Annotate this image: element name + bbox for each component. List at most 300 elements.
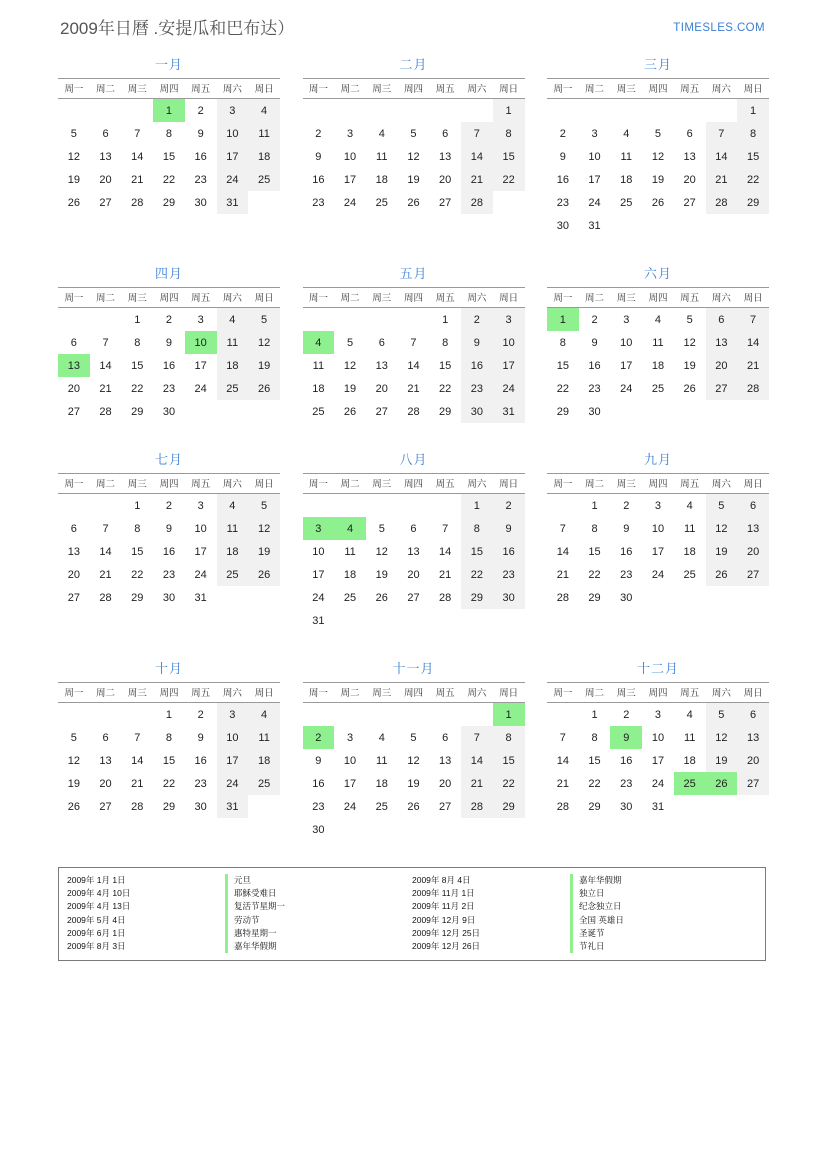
legend-holiday-name: 耶穌受难日 bbox=[225, 887, 412, 900]
day-cell: 19 bbox=[706, 749, 738, 772]
day-cell: 29 bbox=[493, 795, 525, 818]
day-cell: 21 bbox=[439, 568, 452, 581]
day-cell: 1 bbox=[493, 99, 525, 123]
day-cell-empty bbox=[429, 818, 461, 841]
day-cell: 3 bbox=[654, 708, 662, 721]
day-cell: 13 bbox=[737, 517, 769, 540]
day-cell: 26 bbox=[407, 800, 420, 813]
day-cell: 4 bbox=[686, 708, 693, 721]
day-cell-empty bbox=[737, 214, 769, 237]
day-cell: 21 bbox=[99, 382, 112, 395]
day-cell: 1 bbox=[591, 708, 598, 721]
day-cell-empty bbox=[737, 400, 769, 423]
day-cell: 30 bbox=[312, 823, 325, 836]
months-row bbox=[58, 658, 769, 841]
day-cell: 16 bbox=[461, 354, 493, 377]
day-cell: 3 bbox=[591, 127, 598, 140]
day-cell-empty bbox=[334, 703, 366, 727]
day-cell: 10 bbox=[493, 331, 525, 354]
day-cell: 13 bbox=[683, 150, 696, 163]
day-cell: 27 bbox=[737, 772, 769, 795]
day-cell: 16 bbox=[162, 359, 176, 372]
day-cell: 18 bbox=[343, 568, 357, 581]
day-cell: 15 bbox=[131, 359, 144, 372]
day-cell: 22 bbox=[162, 173, 176, 186]
day-cell: 20 bbox=[439, 173, 452, 186]
weekday-header: 周二 bbox=[585, 688, 605, 699]
weekday-header: 周三 bbox=[372, 293, 392, 304]
day-cell-empty bbox=[303, 308, 335, 332]
month-title: 六月 bbox=[643, 266, 672, 281]
month-block bbox=[303, 658, 525, 841]
day-cell: 29 bbox=[588, 591, 601, 604]
weekday-header: 周四 bbox=[159, 688, 179, 699]
day-cell-holiday: 26 bbox=[706, 772, 738, 795]
day-cell: 18 bbox=[248, 749, 280, 772]
day-cell: 15 bbox=[162, 150, 176, 163]
day-cell: 30 bbox=[556, 219, 569, 232]
day-cell: 23 bbox=[461, 377, 493, 400]
day-cell: 16 bbox=[312, 173, 325, 186]
legend-holiday-name: 元旦 bbox=[225, 874, 412, 887]
day-cell: 26 bbox=[407, 196, 420, 209]
day-cell: 28 bbox=[737, 377, 769, 400]
legend-date: 2009年 11月 1日 bbox=[412, 888, 475, 899]
day-cell-empty bbox=[674, 99, 706, 123]
day-cell: 3 bbox=[197, 313, 204, 326]
day-cell: 26 bbox=[248, 563, 280, 586]
weekday-header: 周二 bbox=[340, 293, 360, 304]
day-cell: 18 bbox=[651, 359, 665, 372]
day-cell: 10 bbox=[651, 731, 665, 744]
day-cell: 20 bbox=[67, 568, 80, 581]
day-cell-empty bbox=[610, 99, 642, 123]
week-row bbox=[547, 726, 769, 749]
day-cell: 19 bbox=[67, 173, 80, 186]
day-cell: 27 bbox=[375, 405, 388, 418]
day-cell: 28 bbox=[706, 191, 738, 214]
day-cell: 25 bbox=[217, 563, 249, 586]
day-cell-empty bbox=[461, 703, 493, 727]
day-cell: 11 bbox=[217, 517, 249, 540]
weekday-header: 周一 bbox=[308, 479, 328, 490]
day-cell-empty bbox=[493, 191, 525, 214]
week-row bbox=[58, 517, 280, 540]
day-cell: 2 bbox=[623, 708, 630, 721]
day-cell: 6 bbox=[70, 336, 77, 349]
day-cell-holiday: 9 bbox=[610, 726, 642, 749]
weekday-header: 周一 bbox=[553, 479, 573, 490]
weekday-header: 周二 bbox=[340, 479, 360, 490]
day-cell: 6 bbox=[410, 522, 417, 535]
month-table bbox=[547, 682, 769, 818]
day-cell: 20 bbox=[67, 382, 80, 395]
legend-holiday-name: 纪念独立日 bbox=[570, 900, 757, 913]
week-row bbox=[547, 517, 769, 540]
day-cell: 5 bbox=[346, 336, 354, 349]
week-row bbox=[303, 331, 525, 354]
day-cell: 24 bbox=[588, 196, 601, 209]
month-table bbox=[547, 78, 769, 237]
day-cell: 21 bbox=[407, 382, 420, 395]
day-cell: 1 bbox=[442, 313, 449, 326]
day-cell-holiday: 3 bbox=[303, 517, 335, 540]
day-cell-empty bbox=[58, 494, 90, 518]
weekday-header: 周五 bbox=[435, 293, 455, 304]
week-row bbox=[303, 540, 525, 563]
day-cell-empty bbox=[217, 400, 249, 423]
weekday-header: 周二 bbox=[96, 293, 116, 304]
week-row bbox=[58, 168, 280, 191]
day-cell: 7 bbox=[559, 731, 566, 744]
legend-date: 2009年 4月 10日 bbox=[67, 888, 131, 899]
day-cell: 10 bbox=[194, 522, 207, 535]
day-cell: 21 bbox=[131, 173, 144, 186]
day-cell: 30 bbox=[620, 591, 633, 604]
day-cell: 28 bbox=[407, 405, 420, 418]
day-cell-empty bbox=[90, 703, 122, 727]
month-title: 十月 bbox=[154, 661, 183, 676]
day-cell-empty bbox=[706, 400, 738, 423]
day-cell: 1 bbox=[591, 499, 598, 512]
weekday-header: 周二 bbox=[96, 688, 116, 699]
day-cell: 20 bbox=[407, 568, 420, 581]
legend-date: 2009年 4月 13日 bbox=[67, 901, 131, 912]
day-cell: 6 bbox=[706, 308, 738, 332]
day-cell: 20 bbox=[683, 173, 696, 186]
day-cell: 17 bbox=[194, 545, 207, 558]
day-cell: 22 bbox=[131, 568, 144, 581]
day-cell: 25 bbox=[343, 591, 357, 604]
day-cell: 26 bbox=[248, 377, 280, 400]
week-row bbox=[303, 168, 525, 191]
month-table bbox=[303, 473, 525, 632]
legend-date: 2009年 12月 26日 bbox=[412, 941, 481, 952]
weekday-header: 周二 bbox=[96, 479, 116, 490]
day-cell: 12 bbox=[248, 517, 280, 540]
day-cell: 2 bbox=[623, 499, 630, 512]
day-cell: 20 bbox=[375, 382, 388, 395]
weekday-header: 周五 bbox=[680, 293, 700, 304]
weekday-header: 周一 bbox=[553, 84, 573, 95]
day-cell: 25 bbox=[375, 800, 388, 813]
weekday-header: 周四 bbox=[159, 479, 179, 490]
weekday-header: 周六 bbox=[711, 84, 731, 95]
weekday-header: 周日 bbox=[499, 84, 519, 95]
day-cell: 11 bbox=[652, 336, 664, 349]
day-cell: 20 bbox=[99, 173, 112, 186]
weekday-header: 周二 bbox=[340, 84, 360, 95]
day-cell: 8 bbox=[737, 122, 769, 145]
week-row bbox=[58, 377, 280, 400]
day-cell: 19 bbox=[407, 173, 420, 186]
weekday-header: 周日 bbox=[254, 479, 274, 490]
day-cell: 5 bbox=[410, 127, 417, 140]
day-cell: 3 bbox=[197, 499, 204, 512]
weekday-header: 周六 bbox=[711, 479, 731, 490]
day-cell-empty bbox=[334, 99, 366, 123]
day-cell: 11 bbox=[376, 754, 388, 767]
day-cell-empty bbox=[366, 99, 398, 123]
day-cell: 27 bbox=[67, 591, 80, 604]
day-cell: 7 bbox=[134, 127, 141, 140]
day-cell: 24 bbox=[194, 568, 207, 581]
day-cell: 30 bbox=[493, 586, 525, 609]
week-row bbox=[303, 99, 525, 123]
day-cell: 30 bbox=[194, 800, 207, 813]
day-cell: 30 bbox=[194, 196, 207, 209]
day-cell: 13 bbox=[99, 754, 112, 767]
day-cell: 14 bbox=[407, 359, 420, 372]
day-cell: 7 bbox=[102, 336, 109, 349]
day-cell: 15 bbox=[556, 359, 569, 372]
day-cell: 12 bbox=[407, 150, 420, 163]
day-cell: 14 bbox=[706, 145, 738, 168]
day-cell: 1 bbox=[737, 99, 769, 123]
day-cell: 14 bbox=[99, 359, 112, 372]
day-cell: 15 bbox=[162, 754, 176, 767]
day-cell: 21 bbox=[461, 772, 493, 795]
day-cell: 5 bbox=[706, 703, 738, 727]
day-cell: 25 bbox=[620, 196, 633, 209]
day-cell: 24 bbox=[651, 568, 665, 581]
day-cell: 31 bbox=[651, 800, 665, 813]
day-cell: 3 bbox=[654, 499, 662, 512]
day-cell: 18 bbox=[375, 173, 388, 186]
weekday-header: 周日 bbox=[499, 479, 519, 490]
day-cell: 26 bbox=[343, 405, 357, 418]
day-cell: 10 bbox=[343, 754, 357, 767]
day-cell-empty bbox=[366, 703, 398, 727]
month-title: 三月 bbox=[643, 57, 672, 72]
day-cell: 7 bbox=[102, 522, 109, 535]
month-block bbox=[547, 449, 769, 632]
month-table bbox=[58, 287, 280, 423]
day-cell: 16 bbox=[493, 540, 525, 563]
day-cell: 9 bbox=[315, 150, 322, 163]
day-cell: 24 bbox=[493, 377, 525, 400]
day-cell: 11 bbox=[376, 150, 388, 163]
day-cell: 18 bbox=[375, 777, 388, 790]
day-cell: 6 bbox=[102, 127, 109, 140]
day-cell: 13 bbox=[439, 754, 452, 767]
day-cell: 6 bbox=[102, 731, 109, 744]
weekday-header: 周三 bbox=[372, 688, 392, 699]
day-cell: 17 bbox=[651, 545, 665, 558]
week-row bbox=[303, 749, 525, 772]
weekday-header: 周一 bbox=[308, 688, 328, 699]
weekday-header: 周三 bbox=[616, 688, 636, 699]
day-cell: 26 bbox=[375, 591, 388, 604]
week-row bbox=[303, 191, 525, 214]
day-cell: 2 bbox=[315, 127, 322, 140]
week-row bbox=[58, 331, 280, 354]
day-cell: 4 bbox=[378, 731, 385, 744]
day-cell: 4 bbox=[248, 99, 280, 123]
weekday-header: 周一 bbox=[64, 479, 84, 490]
weekday-header-row bbox=[58, 288, 280, 308]
months-row bbox=[58, 263, 769, 423]
weekday-header-row bbox=[547, 474, 769, 494]
day-cell: 28 bbox=[439, 591, 452, 604]
weekday-header: 周一 bbox=[308, 84, 328, 95]
day-cell: 27 bbox=[683, 196, 696, 209]
day-cell: 17 bbox=[343, 777, 357, 790]
week-row bbox=[303, 377, 525, 400]
day-cell-empty bbox=[610, 214, 642, 237]
week-row bbox=[58, 122, 280, 145]
weekday-header: 周日 bbox=[743, 688, 763, 699]
day-cell: 6 bbox=[378, 336, 385, 349]
day-cell: 2 bbox=[197, 708, 204, 721]
weekday-header: 周五 bbox=[435, 688, 455, 699]
day-cell: 26 bbox=[67, 196, 80, 209]
day-cell: 12 bbox=[651, 150, 665, 163]
month-table bbox=[58, 78, 280, 214]
weekday-header: 周五 bbox=[191, 688, 211, 699]
day-cell-empty bbox=[429, 609, 461, 632]
day-cell: 17 bbox=[194, 359, 207, 372]
weekday-header: 周五 bbox=[435, 84, 455, 95]
day-cell: 14 bbox=[461, 749, 493, 772]
day-cell-empty bbox=[461, 609, 493, 632]
week-row bbox=[303, 609, 525, 632]
day-cell: 30 bbox=[620, 800, 633, 813]
day-cell: 31 bbox=[194, 591, 207, 604]
week-row bbox=[58, 772, 280, 795]
day-cell: 24 bbox=[217, 772, 249, 795]
weekday-header: 周三 bbox=[127, 479, 147, 490]
day-cell: 6 bbox=[737, 494, 769, 518]
day-cell: 20 bbox=[439, 777, 452, 790]
day-cell-holiday: 2 bbox=[303, 726, 335, 749]
day-cell: 11 bbox=[217, 331, 249, 354]
weekday-header: 周三 bbox=[616, 293, 636, 304]
day-cell: 12 bbox=[343, 359, 357, 372]
day-cell-empty bbox=[303, 99, 335, 123]
legend-names-left bbox=[217, 874, 412, 953]
day-cell: 28 bbox=[556, 591, 569, 604]
week-row bbox=[547, 795, 769, 818]
day-cell: 31 bbox=[217, 795, 249, 818]
week-row bbox=[58, 703, 280, 727]
week-row bbox=[547, 331, 769, 354]
weekday-header-row bbox=[547, 79, 769, 99]
day-cell: 5 bbox=[378, 522, 385, 535]
day-cell: 13 bbox=[706, 331, 738, 354]
day-cell-holiday: 1 bbox=[493, 703, 525, 727]
month-title: 七月 bbox=[154, 452, 183, 467]
day-cell-empty bbox=[303, 494, 335, 518]
day-cell: 8 bbox=[134, 522, 141, 535]
weekday-header: 周二 bbox=[340, 688, 360, 699]
weekday-header: 周四 bbox=[403, 84, 423, 95]
weekday-header: 周日 bbox=[743, 479, 763, 490]
day-cell: 27 bbox=[737, 563, 769, 586]
day-cell: 3 bbox=[493, 308, 525, 332]
weekday-header: 周五 bbox=[680, 688, 700, 699]
month-block bbox=[58, 54, 280, 237]
week-row bbox=[547, 168, 769, 191]
day-cell: 2 bbox=[197, 104, 204, 117]
day-cell: 9 bbox=[197, 127, 204, 140]
day-cell: 23 bbox=[588, 382, 601, 395]
day-cell-empty bbox=[493, 609, 525, 632]
day-cell: 3 bbox=[217, 703, 249, 727]
day-cell: 26 bbox=[706, 563, 738, 586]
day-cell: 29 bbox=[461, 586, 493, 609]
month-block bbox=[547, 658, 769, 841]
day-cell: 4 bbox=[378, 127, 385, 140]
week-row bbox=[547, 377, 769, 400]
day-cell: 15 bbox=[439, 359, 452, 372]
day-cell: 25 bbox=[683, 568, 696, 581]
day-cell: 15 bbox=[588, 545, 601, 558]
day-cell-empty bbox=[366, 818, 398, 841]
day-cell: 16 bbox=[194, 150, 207, 163]
day-cell: 19 bbox=[407, 777, 420, 790]
day-cell-empty bbox=[461, 99, 493, 123]
day-cell-empty bbox=[674, 795, 706, 818]
day-cell: 22 bbox=[131, 382, 144, 395]
day-cell-empty bbox=[398, 818, 430, 841]
week-row bbox=[303, 517, 525, 540]
day-cell: 23 bbox=[312, 800, 325, 813]
weekday-header: 周四 bbox=[648, 688, 668, 699]
day-cell: 18 bbox=[248, 145, 280, 168]
day-cell: 14 bbox=[131, 150, 144, 163]
day-cell: 22 bbox=[461, 563, 493, 586]
day-cell: 13 bbox=[407, 545, 420, 558]
week-row bbox=[303, 563, 525, 586]
weekday-header: 周二 bbox=[96, 84, 116, 95]
day-cell-empty bbox=[398, 494, 430, 518]
weekday-header: 周四 bbox=[403, 479, 423, 490]
day-cell: 7 bbox=[461, 122, 493, 145]
day-cell: 3 bbox=[346, 731, 354, 744]
day-cell: 21 bbox=[131, 777, 144, 790]
week-row bbox=[547, 772, 769, 795]
weekday-header: 周二 bbox=[585, 293, 605, 304]
day-cell: 25 bbox=[375, 196, 388, 209]
weekday-header: 周六 bbox=[467, 84, 487, 95]
week-row bbox=[58, 795, 280, 818]
weekday-header: 周三 bbox=[372, 479, 392, 490]
day-cell: 14 bbox=[556, 754, 569, 767]
day-cell: 26 bbox=[67, 800, 80, 813]
day-cell-empty bbox=[398, 99, 430, 123]
day-cell: 24 bbox=[651, 777, 665, 790]
week-row bbox=[547, 308, 769, 332]
weekday-header: 周二 bbox=[585, 479, 605, 490]
day-cell: 17 bbox=[493, 354, 525, 377]
day-cell-empty bbox=[90, 494, 122, 518]
week-row bbox=[303, 772, 525, 795]
day-cell: 11 bbox=[312, 359, 325, 372]
day-cell: 5 bbox=[248, 494, 280, 518]
day-cell: 29 bbox=[131, 405, 144, 418]
day-cell: 16 bbox=[620, 545, 633, 558]
weekday-header-row bbox=[303, 474, 525, 494]
week-row bbox=[58, 400, 280, 423]
weekday-header: 周二 bbox=[585, 84, 605, 95]
day-cell-empty bbox=[398, 609, 430, 632]
day-cell: 23 bbox=[493, 563, 525, 586]
day-cell-empty bbox=[642, 400, 674, 423]
weekday-header: 周四 bbox=[159, 293, 179, 304]
week-row bbox=[58, 145, 280, 168]
day-cell: 17 bbox=[651, 754, 665, 767]
